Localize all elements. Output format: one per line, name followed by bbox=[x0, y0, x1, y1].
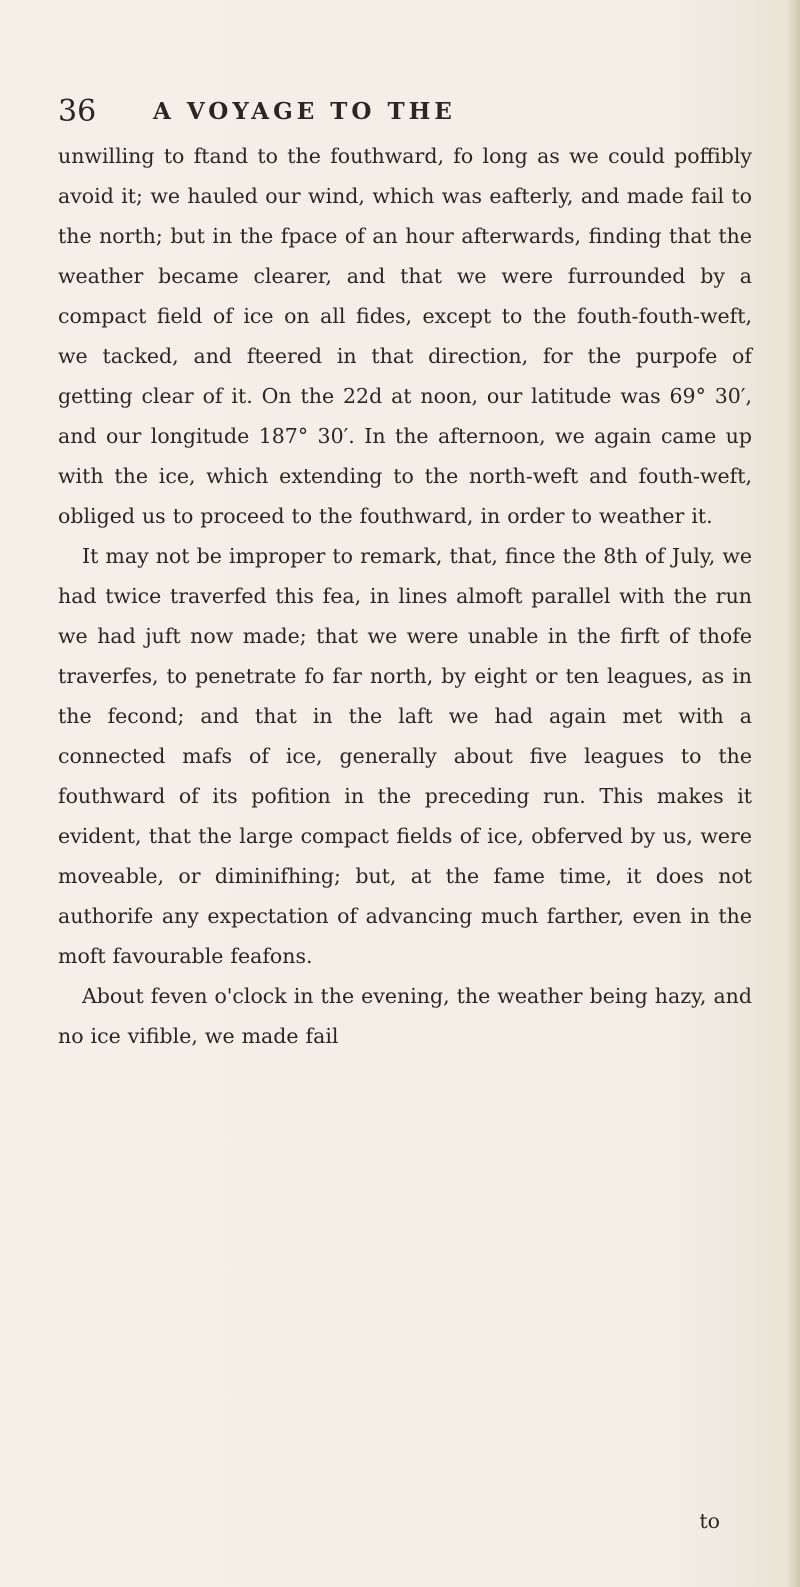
body-text bbox=[58, 136, 752, 1056]
page-number: 36 bbox=[58, 94, 97, 129]
catchword: to bbox=[699, 1509, 720, 1533]
paragraph-2: It may not be improper to remark, that, fince the 8th of July, we had twice traverfed this fea, in lines almoft parallel with the run we had juft now made; that we were unable in the firft of thofe traverfes, to penetrate fo far north, by eight or ten leagues, as in the fecond; and that in the laft we had again met with a connected mafs of ice, generally about five leagues to the fouthward of its pofition in the preceding run. This makes it evident, that the large compact fields of ice, obferved by us, were moveable, or diminifhing; but, at the fame time, it does not authorife any expectation of advancing much farther, even in the moft favourable feafons. bbox=[58, 544, 752, 968]
paragraph-3: About feven o'clock in the evening, the weather being hazy, and no ice vifible, we made fail bbox=[58, 984, 752, 1048]
page-header bbox=[58, 92, 742, 132]
running-head: A VOYAGE TO THE bbox=[153, 98, 456, 125]
paragraph-1: unwilling to ftand to the fouthward, fo long as we could poffibly avoid it; we hauled our wind, which was eafterly, and made fail to the north; but in the fpace of an hour afterwards, finding that the weather became clearer, and that we were furrounded by a compact field of ice on all fides, except to the fouth-fouth-weft, we tacked, and fteered in that direction, for the purpofe of getting clear of it. On the 22d at noon, our latitude was 69° 30′, and our longitude 187° 30′. In the afternoon, we again came up with the ice, which extending to the north-weft and fouth-weft, obliged us to proceed to the fouthward, in order to weather it. bbox=[58, 144, 752, 528]
page-edge-shadow bbox=[786, 0, 800, 1587]
